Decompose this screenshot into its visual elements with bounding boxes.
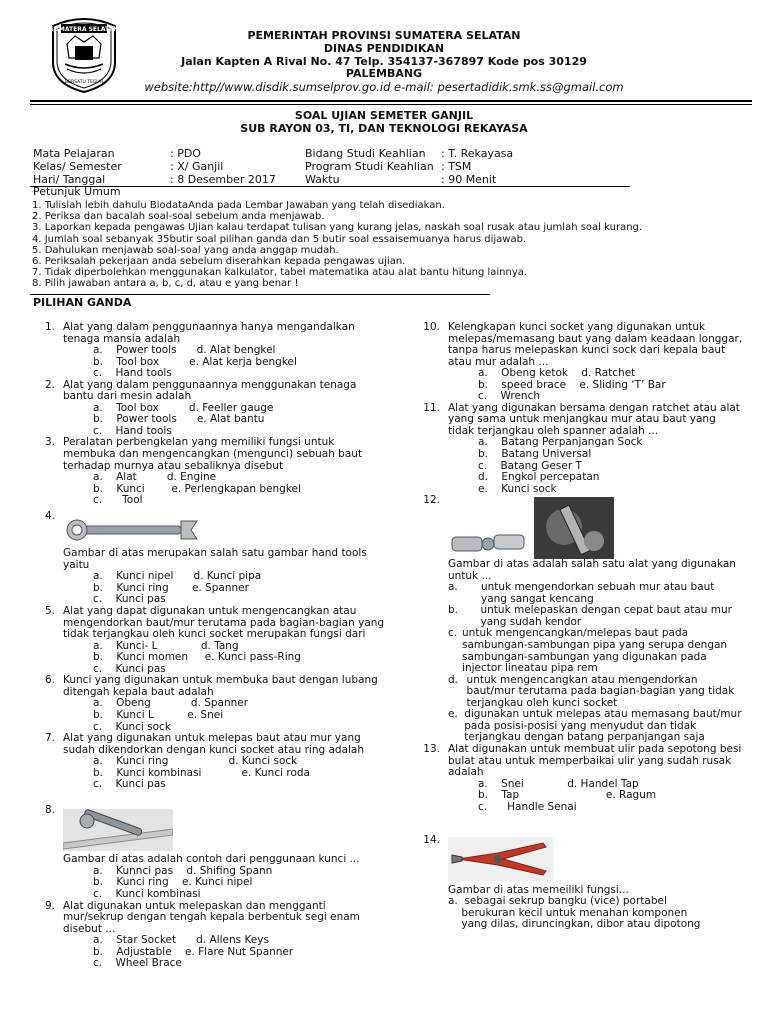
info-value-2: : 8 Desember 2017 bbox=[170, 173, 276, 186]
option: untuk melepaskan dengan cepat baut atau mur yang sudah kendor bbox=[480, 604, 732, 628]
question-text: Alat yang digunakan untuk melepas baut atau mur yang sudah dikendorkan dengan kunci socket atau ring adalah bbox=[63, 732, 365, 756]
locking-pliers-icon bbox=[448, 837, 553, 881]
option: c. Handle Senai bbox=[478, 800, 577, 813]
info-label2-0: Bidang Studi Keahlian bbox=[305, 147, 426, 160]
option: c. Batang Geser T bbox=[478, 459, 582, 472]
petunjuk-item: 3. Laporkan kepada pengawas Ujian kalau terdapat tulisan yang kurang jelas, naskah soal rusak atau jumlah soal kurang. bbox=[32, 222, 643, 234]
wrench-in-use-photo-icon bbox=[534, 497, 614, 559]
question-text: Alat yang digunakan bersama dengan ratchet atau alat yang sama untuk menjangkau mur atau baut yang tidak terjangkau oleh spanner adalah ... bbox=[448, 401, 740, 437]
question-11: 11. Alat yang digunakan bersama dengan ratchet atau alat yang sama untuk menjangkau mur atau baut yang tidak terjangkau oleh spanner adalah ... a. Batang Perpanjangan Sock b. Batang Universal c. Batang Geser T d. Engkol percepatan e. Kunci sock bbox=[418, 403, 743, 495]
question-options bbox=[93, 756, 385, 791]
question-caption: Gambar di atas adalah contoh dari penggunaan kunci ... bbox=[63, 853, 360, 866]
option: b. Kunci e. Perlengkapan bengkel bbox=[93, 482, 301, 495]
header-line4: PALEMBANG bbox=[345, 67, 423, 80]
exam-title1: SOAL UJIAN SEMETER GANJIL bbox=[294, 109, 474, 122]
option: berukuran kecil untuk menahan komponen bbox=[448, 906, 688, 919]
petunjuk-item: 1. Tulislah lebih dahulu BiodataAnda pada Lembar Jawaban yang telah disediakan. bbox=[32, 200, 445, 211]
info-label-1: Kelas/ Semester bbox=[33, 160, 122, 173]
question-7: 7. Alat yang digunakan untuk melepas baut atau mur yang sudah dikendorkan dengan kunci socket atau ring adalah a. Kunci ring d. Kunci sock b. Kunci kombinasi e. Kunci roda c. Kunci pas bbox=[33, 733, 385, 791]
option: a. Power tools d. Alat bengkel bbox=[93, 344, 276, 357]
option: a. Kunci- L d. Tang bbox=[93, 639, 239, 652]
option: a. Star Socket d. Allens Keys bbox=[93, 934, 269, 947]
petunjuk-item: 8. Pilih jawaban antara a, b, c, d, atau e yang benar ! bbox=[32, 278, 299, 290]
option: a. Obeng d. Spanner bbox=[93, 697, 249, 710]
question-5: 5. Alat yang dapat digunakan untuk mengencangkan atau mengendorkan baut/mur terutama pada bagian-bagian yang tidak terjangkau oleh kunci socket merupakan fungsi dari a. Kunci- L d. Tang b. Kunci momen e. Kunci pass-Ring c. Kunci pas bbox=[44, 605, 385, 675]
option: c. Tool bbox=[93, 494, 143, 507]
question-text: Kunci yang digunakan untuk membuka baut dengan lubang ditengah kepala baut adalah bbox=[63, 674, 378, 698]
question-text: Alat digunakan untuk membuat ulir pada sepotong besi bulat atau untuk memperbaikai ulir yang sudah rusak adalah bbox=[448, 742, 742, 779]
option: a. Kunnci pas d. Shifing Spann bbox=[93, 864, 273, 877]
option: b. Kunci ring e. Kunci nipel bbox=[93, 876, 253, 889]
questions-right bbox=[418, 322, 743, 931]
question-caption: Gambar di atas merupakan salah satu gambar hand tools yaitu bbox=[63, 547, 367, 571]
petunjuk-item: 4. Jumlah soal sebanyak 35butir soal pilihan ganda dan 5 butir soal essaisemuanya harus dijawab. bbox=[32, 233, 527, 245]
question-options bbox=[93, 403, 385, 438]
question-1: 1. Alat yang dalam penggunaannya hanya mengandalkan tenaga mansia adalah a. Power tools d. Alat bengkel b. Tool box e. Alat kerja bengkel c. Hand tools bbox=[33, 322, 385, 380]
header-line3: Jalan Kapten A Rival No. 47 Telp. 354137-367897 Kode pos 30129 bbox=[181, 55, 587, 68]
info-value-1: : X/ Ganjil bbox=[170, 160, 224, 173]
question-text: Alat yang dalam penggunaannya hanya mengandalkan tenaga mansia adalah bbox=[63, 321, 355, 345]
option: c. Hand tools bbox=[93, 424, 172, 437]
logo-top-text: SUMATERA SELATAN bbox=[49, 26, 119, 33]
option: d. Engkol percepatan bbox=[478, 471, 600, 484]
petunjuk-item: 6. Periksalah pekerjaan anda sebelum diserahkan kepada pengawas ujian. bbox=[32, 255, 406, 267]
info-label2-2: Waktu bbox=[305, 173, 340, 186]
question-text: Kelengkapan kunci socket yang digunakan untuk melepas/memasang baut yang dalam keadaan longgar, tanpa harus melepaskan kunci sock dari kepala baut atau mur adalah ... bbox=[448, 321, 743, 368]
option: c. Kunci pas bbox=[93, 662, 166, 675]
questions-left bbox=[33, 322, 385, 970]
option: b. Tap e. Ragum bbox=[478, 789, 657, 802]
info-value-0: : PDO bbox=[170, 147, 201, 160]
petunjuk-list bbox=[32, 200, 732, 290]
question-text: Alat yang dapat digunakan untuk mengencangkan atau mengendorkan baut/mur terutama pada bagian-bagian yang tidak terjangkau oleh kunci socket merupakan fungsi dari bbox=[63, 605, 385, 641]
question-options: a. untuk mengendorkan sebuah mur atau baut yang sangat kencang b. untuk melepaskan dengan cepat baut atau mur yang sudah kendor c. untuk mengencangkan/melepas baut pada sambungan-sambungan pipa yang serupa dengan sambungan-sambungan yang digunakan pada injector lineatau pipa rem d. untuk mengencangkan atau mengendorkan baut/mur terutama pada bagian-bagian yang tidak terjangkau oleh kunci socket e. digunakan untuk melepas atau memasang baut/mur pada posisi-posisi yang menyudut dan tidak terjangkau dengan batang perpanjangan saja bbox=[448, 581, 742, 744]
option: b. Tool box e. Alat kerja bengkel bbox=[93, 355, 297, 368]
info-label-2: Hari/ Tanggal bbox=[33, 173, 106, 186]
option: b. Kunci L e. Snei bbox=[93, 708, 224, 721]
question-options bbox=[478, 779, 743, 814]
question-12: 12. Gambar di atas adalah salah satu alat yang digunakan untuk ... a. untuk mengendorkan sebuah mur atau baut yang sangat kencang b. untuk melepaskan dengan cepat baut atau mur yang sudah kendor c. untuk mengencangkan/melepas baut pada sambungan-sambungan pipa yang serupa dengan sambungan-sambungan yang digunakan pada injector lineatau pipa rem d. untuk mengencangkan atau mengendorkan baut/mur terutama pada bagian-bagian yang tidak terjangkau oleh kunci socket e. digunakan untuk melepas atau memasang baut/mur pada posisi-posisi yang menyudut dan tidak terjangkau dengan batang perpanjangan saja bbox=[423, 494, 742, 744]
section-title: PILIHAN GANDA bbox=[33, 296, 132, 309]
question-text: Alat digunakan untuk melepaskan dan mengganti mur/sekrup dengan tengah kepala berbentuk segi enam disebut ... bbox=[63, 899, 360, 935]
info-label-0: Mata Pelajaran bbox=[33, 147, 115, 160]
option: a. Kunci ring d. Kunci sock bbox=[93, 755, 298, 768]
header-line2: DINAS PENDIDIKAN bbox=[323, 42, 445, 55]
option: c. Wheel Brace bbox=[93, 957, 182, 970]
option: a. Snei d. Handel Tap bbox=[478, 777, 639, 790]
question-options bbox=[93, 641, 385, 676]
info-value2-2: : 90 Menit bbox=[441, 173, 497, 186]
info-value2-0: : T. Rekayasa bbox=[441, 147, 514, 160]
question-options bbox=[448, 896, 743, 931]
flare-nut-wrench-photo-icon bbox=[63, 809, 173, 851]
option: untuk mengencangkan atau mengendorkan baut/mur terutama pada bagian-bagian yang tidak terjangkau oleh kunci socket bbox=[466, 673, 735, 709]
petunjuk-item: 7. Tidak diperbolehkan menggunakan kalkulator, tabel matematika atau alat bantu hitung lainnya. bbox=[32, 267, 528, 279]
option: a. sebagai sekrup bangku (vice) portabel bbox=[448, 895, 667, 908]
header-website: website:http//www.disdik.sumselprov.go.id e-mail: pesertadidik.smk.ss@gmail.com bbox=[144, 80, 624, 94]
option: c. Kunci pas bbox=[93, 778, 166, 791]
question-options bbox=[93, 935, 385, 970]
logo-bottom-text: BERSATU TEGUH bbox=[65, 80, 103, 85]
question-options bbox=[93, 571, 385, 606]
universal-joint-icon bbox=[448, 525, 528, 559]
question-2: 2. Alat yang dalam penggunaannya menggunakan tenaga bantu dari mesin adalah a. Tool box d. Feeller gauge b. Power tools e. Alat bantu c. Hand tools bbox=[33, 380, 385, 438]
question-13: 13. Alat digunakan untuk membuat ulir pada sepotong besi bulat atau untuk memperbaikai ulir yang sudah rusak adalah a. Snei d. Handel Tap b. Tap e. Ragum c. Handle Senai bbox=[423, 742, 742, 813]
option: a. Obeng ketok d. Ratchet bbox=[478, 367, 636, 380]
petunjuk-rule bbox=[30, 294, 490, 295]
option: digunakan untuk melepas atau memasang baut/mur pada posisi-posisi yang menyudut dan tidak terjangkau dengan batang perpanjangan saja bbox=[464, 708, 742, 744]
question-options bbox=[478, 368, 743, 403]
question-10: 10. Kelengkapan kunci socket yang digunakan untuk melepas/memasang baut yang dalam keadaan longgar, tanpa harus melepaskan kunci sock dari kepala baut atau mur adalah ... a. Obeng ketok d. Ratchet b. speed brace e. Sliding ‘T’ Bar c. Wrench bbox=[423, 321, 743, 403]
question-caption: Gambar di atas memeiliki fungsi... bbox=[448, 883, 629, 896]
option: b. Kunci kombinasi e. Kunci roda bbox=[93, 766, 310, 779]
option: c. Kunci kombinasi bbox=[93, 887, 201, 900]
option: untuk mengendorkan sebuah mur atau baut yang sangat kencang bbox=[480, 581, 715, 605]
info-label2-1: Program Studi Keahlian bbox=[305, 160, 434, 173]
option: a. Kunci nipel d. Kunci pipa bbox=[93, 570, 262, 583]
question-caption: Gambar di atas adalah salah satu alat yang digunakan untuk ... bbox=[448, 558, 736, 582]
option: a. Alat d. Engine bbox=[93, 471, 217, 484]
question-4: 4. Gambar di atas merupakan salah satu gambar hand tools yaitu a. Kunci nipel d. Kunci pipa b. Kunci ring e. Spanner c. Kunci pas bbox=[33, 511, 385, 606]
option: b. Kunci ring e. Spanner bbox=[93, 581, 249, 594]
question-9: 9. Alat digunakan untuk melepaskan dan mengganti mur/sekrup dengan tengah kepala berbentuk segi enam disebut ... a. Star Socket d. Allens Keys b. Adjustable e. Flare Nut Spanner c. Wheel Brace bbox=[33, 901, 385, 970]
header-rule-thin bbox=[30, 104, 752, 105]
option: b. Power tools e. Alat bantu bbox=[93, 413, 265, 426]
option: untuk mengencangkan/melepas baut pada sambungan-sambungan pipa yang serupa dengan sambungan-sambungan yang digunakan pada injector lineatau pipa rem bbox=[462, 627, 728, 675]
option: c. Kunci sock bbox=[93, 720, 171, 733]
petunjuk-heading: Petunjuk Umum bbox=[33, 185, 121, 198]
option: c. Wrench bbox=[478, 390, 541, 403]
option: c. Hand tools bbox=[93, 367, 172, 380]
petunjuk-item: 5. Dahulukan menjawab soal-soal yang anda anggap mudah. bbox=[32, 244, 339, 256]
question-6: 6. Kunci yang digunakan untuk membuka baut dengan lubang ditengah kepala baut adalah a. Obeng d. Spanner b. Kunci L e. Snei c. Kunci sock bbox=[33, 675, 385, 733]
question-options bbox=[93, 698, 385, 733]
option: yang dilas, diruncingkan, dibor atau dipotong bbox=[448, 918, 701, 931]
question-text: Alat yang dalam penggunaannya menggunakan tenaga bantu dari mesin adalah bbox=[63, 378, 357, 403]
question-3: 3. Peralatan perbengkelan yang memiliki fungsi untuk membuka dan mengencangkan (mengunci) sebuah baut terhadap murnya atau sebaliknya disebut a. Alat d. Engine b. Kunci e. Perlengkapan bengkel c. Tool bbox=[33, 437, 385, 506]
question-options bbox=[478, 437, 743, 495]
combination-wrench-icon bbox=[63, 515, 203, 545]
petunjuk-item: 2. Periksa dan bacalah soal-soal sebelum anda menjawab. bbox=[32, 211, 325, 223]
header-line1: PEMERINTAH PROVINSI SUMATERA SELATAN bbox=[247, 29, 521, 42]
option: c. Kunci pas bbox=[93, 593, 166, 606]
option: a. Batang Perpanjangan Sock bbox=[478, 436, 643, 449]
option: b. Kunci momen e. Kunci pass-Ring bbox=[93, 651, 301, 664]
option: b. speed brace e. Sliding ‘T’ Bar bbox=[478, 378, 666, 391]
option: a. Tool box d. Feeller gauge bbox=[93, 401, 274, 414]
option: b. Batang Universal bbox=[478, 448, 592, 461]
question-text: Peralatan perbengkelan yang memiliki fungsi untuk membuka dan mengencangkan (mengunci) sebuah baut terhadap murnya atau sebaliknya disebut bbox=[63, 436, 363, 472]
exam-title2: SUB RAYON 03, TI, DAN TEKNOLOGI REKAYASA bbox=[240, 122, 528, 135]
header-rule-thick bbox=[30, 100, 752, 102]
question-options bbox=[93, 345, 385, 380]
question-options bbox=[93, 472, 385, 507]
option: b. Adjustable e. Flare Nut Spanner bbox=[93, 945, 294, 958]
option: e. Kunci sock bbox=[478, 482, 557, 495]
info-value2-1: : TSM bbox=[441, 160, 472, 173]
question-14: 14. Gambar di atas memeiliki fungsi... a. sebagai sekrup bangku (vice) portabel berukuran kecil untuk menahan komponen yang dilas, diruncingkan, dibor atau dipotong bbox=[418, 835, 743, 931]
question-8: 8. Gambar di atas adalah contoh dari penggunaan kunci ... a. Kunnci pas d. Shifing Spann b. Kunci ring e. Kunci nipel c. Kunci kombinasi bbox=[33, 805, 385, 901]
question-options bbox=[93, 866, 385, 901]
